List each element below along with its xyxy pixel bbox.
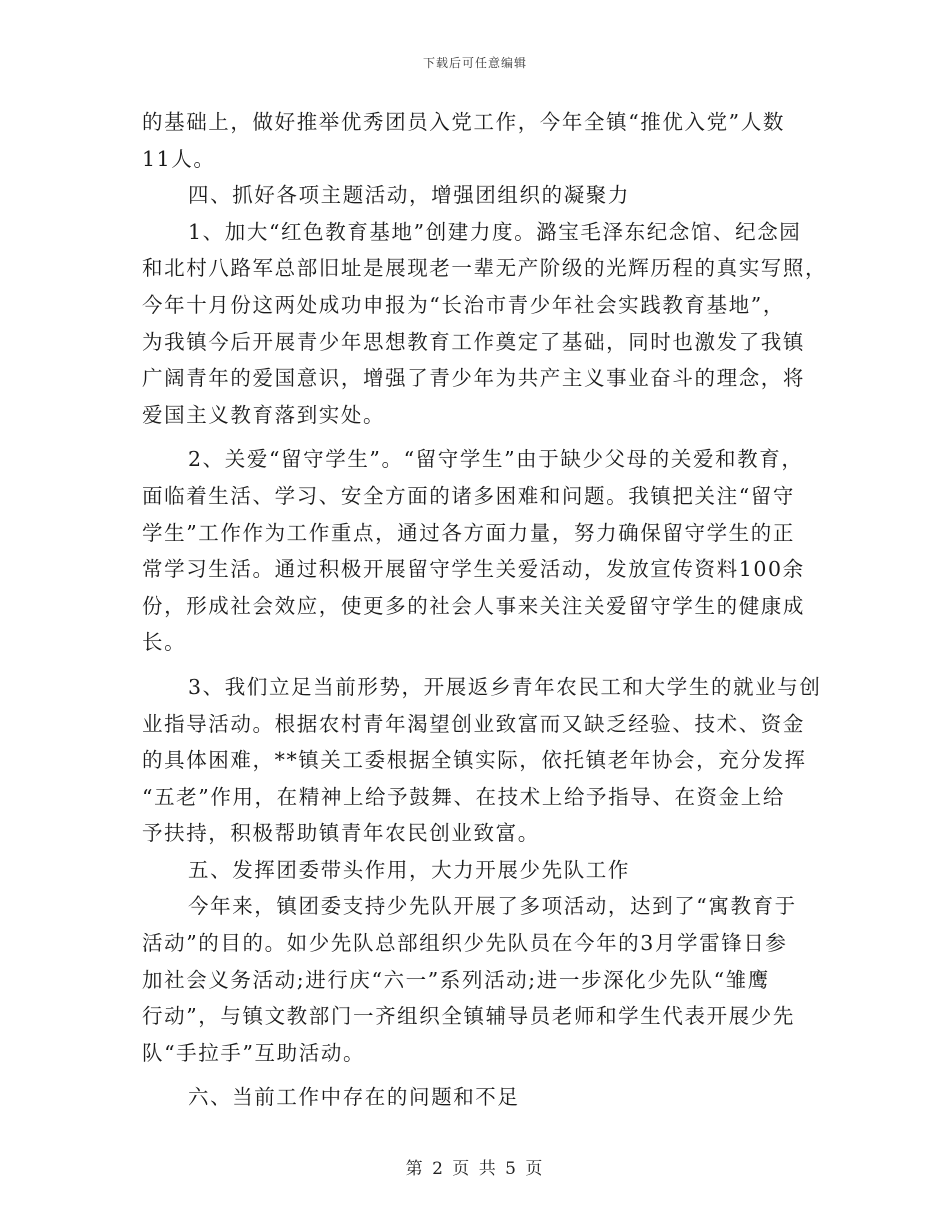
text-line: 业指导活动。根据农村青年渴望创业致富而又缺乏经验、技术、资金 xyxy=(142,711,805,736)
text-line: “五老”作用，在精神上给予鼓舞、在技术上给予指导、在资金上给 xyxy=(142,784,785,809)
text-line: 面临着生活、学习、安全方面的诸多困难和问题。我镇把关注“留守 xyxy=(142,483,795,508)
text-line: 广阔青年的爱国意识，增强了青少年为共产主义事业奋斗的理念，将 xyxy=(142,366,805,391)
text-line: 加社会义务活动;进行庆“六一”系列活动;进一步深化少先队“雏鹰 xyxy=(142,967,770,992)
paragraph-gap xyxy=(142,661,822,669)
text-line: 六、当前工作中存在的问题和不足 xyxy=(188,1085,520,1110)
text-line: 四、抓好各项主题活动，增强团组织的凝聚力 xyxy=(188,183,630,208)
paragraph-gap xyxy=(142,433,822,441)
text-line: 常学习生活。通过积极开展留守学生关爱活动，发放宣传资料100余 xyxy=(142,557,805,582)
text-line: 爱国主义教育落到实处。 xyxy=(142,402,386,427)
text-line: 3、我们立足当前形势，开展返乡青年农民工和大学生的就业与创 xyxy=(188,674,822,699)
text-line: 的具体困难，**镇关工委根据全镇实际，依托镇老年协会，充分发挥 xyxy=(142,748,807,773)
text-line: 队“手拉手”互助活动。 xyxy=(142,1040,366,1065)
text-line: 2、关爱“留守学生”。“留守学生”由于缺少父母的关爱和教育， xyxy=(188,447,804,472)
text-line: 予扶持，积极帮助镇青年农民创业致富。 xyxy=(142,821,540,846)
text-line: 1、加大“红色教育基地”创建力度。潞宝毛泽东纪念馆、纪念园 xyxy=(188,219,802,244)
text-line: 五、发挥团委带头作用，大力开展少先队工作 xyxy=(188,857,630,882)
text-line: 的基础上，做好推举优秀团员入党工作，今年全镇“推优入党”人数 xyxy=(142,110,785,134)
text-line: 11人。 xyxy=(142,146,216,171)
text-line: 份，形成社会效应，使更多的社会人事来关注关爱留守学生的健康成 xyxy=(142,593,805,618)
document-body xyxy=(142,104,828,1116)
text-line: 活动”的目的。如少先队总部组织少先队员在今年的3月学雷锋日参 xyxy=(142,931,788,956)
text-line: 今年十月份这两处成功申报为“长治市青少年社会实践教育基地”， xyxy=(142,292,785,317)
text-line: 今年来，镇团委支持少先队开展了多项活动，达到了“寓教育于 xyxy=(188,894,797,919)
text-line: 行动”，与镇文教部门一齐组织全镇辅导员老师和学生代表开展少先 xyxy=(142,1004,795,1029)
text-line: 和北村八路军总部旧址是展现老一辈无产阶级的光辉历程的真实写照， xyxy=(142,256,828,281)
page-header: 下载后可任意编辑 xyxy=(422,56,527,70)
page-number-footer: 第 2 页 共 5 页 xyxy=(405,1159,545,1179)
text-line: 长。 xyxy=(142,630,187,655)
text-line: 学生”工作作为工作重点，通过各方面力量，努力确保留守学生的正 xyxy=(142,520,795,545)
paragraph-gap xyxy=(142,1071,822,1079)
text-line: 为我镇今后开展青少年思想教育工作奠定了基础，同时也激发了我镇 xyxy=(142,329,805,354)
